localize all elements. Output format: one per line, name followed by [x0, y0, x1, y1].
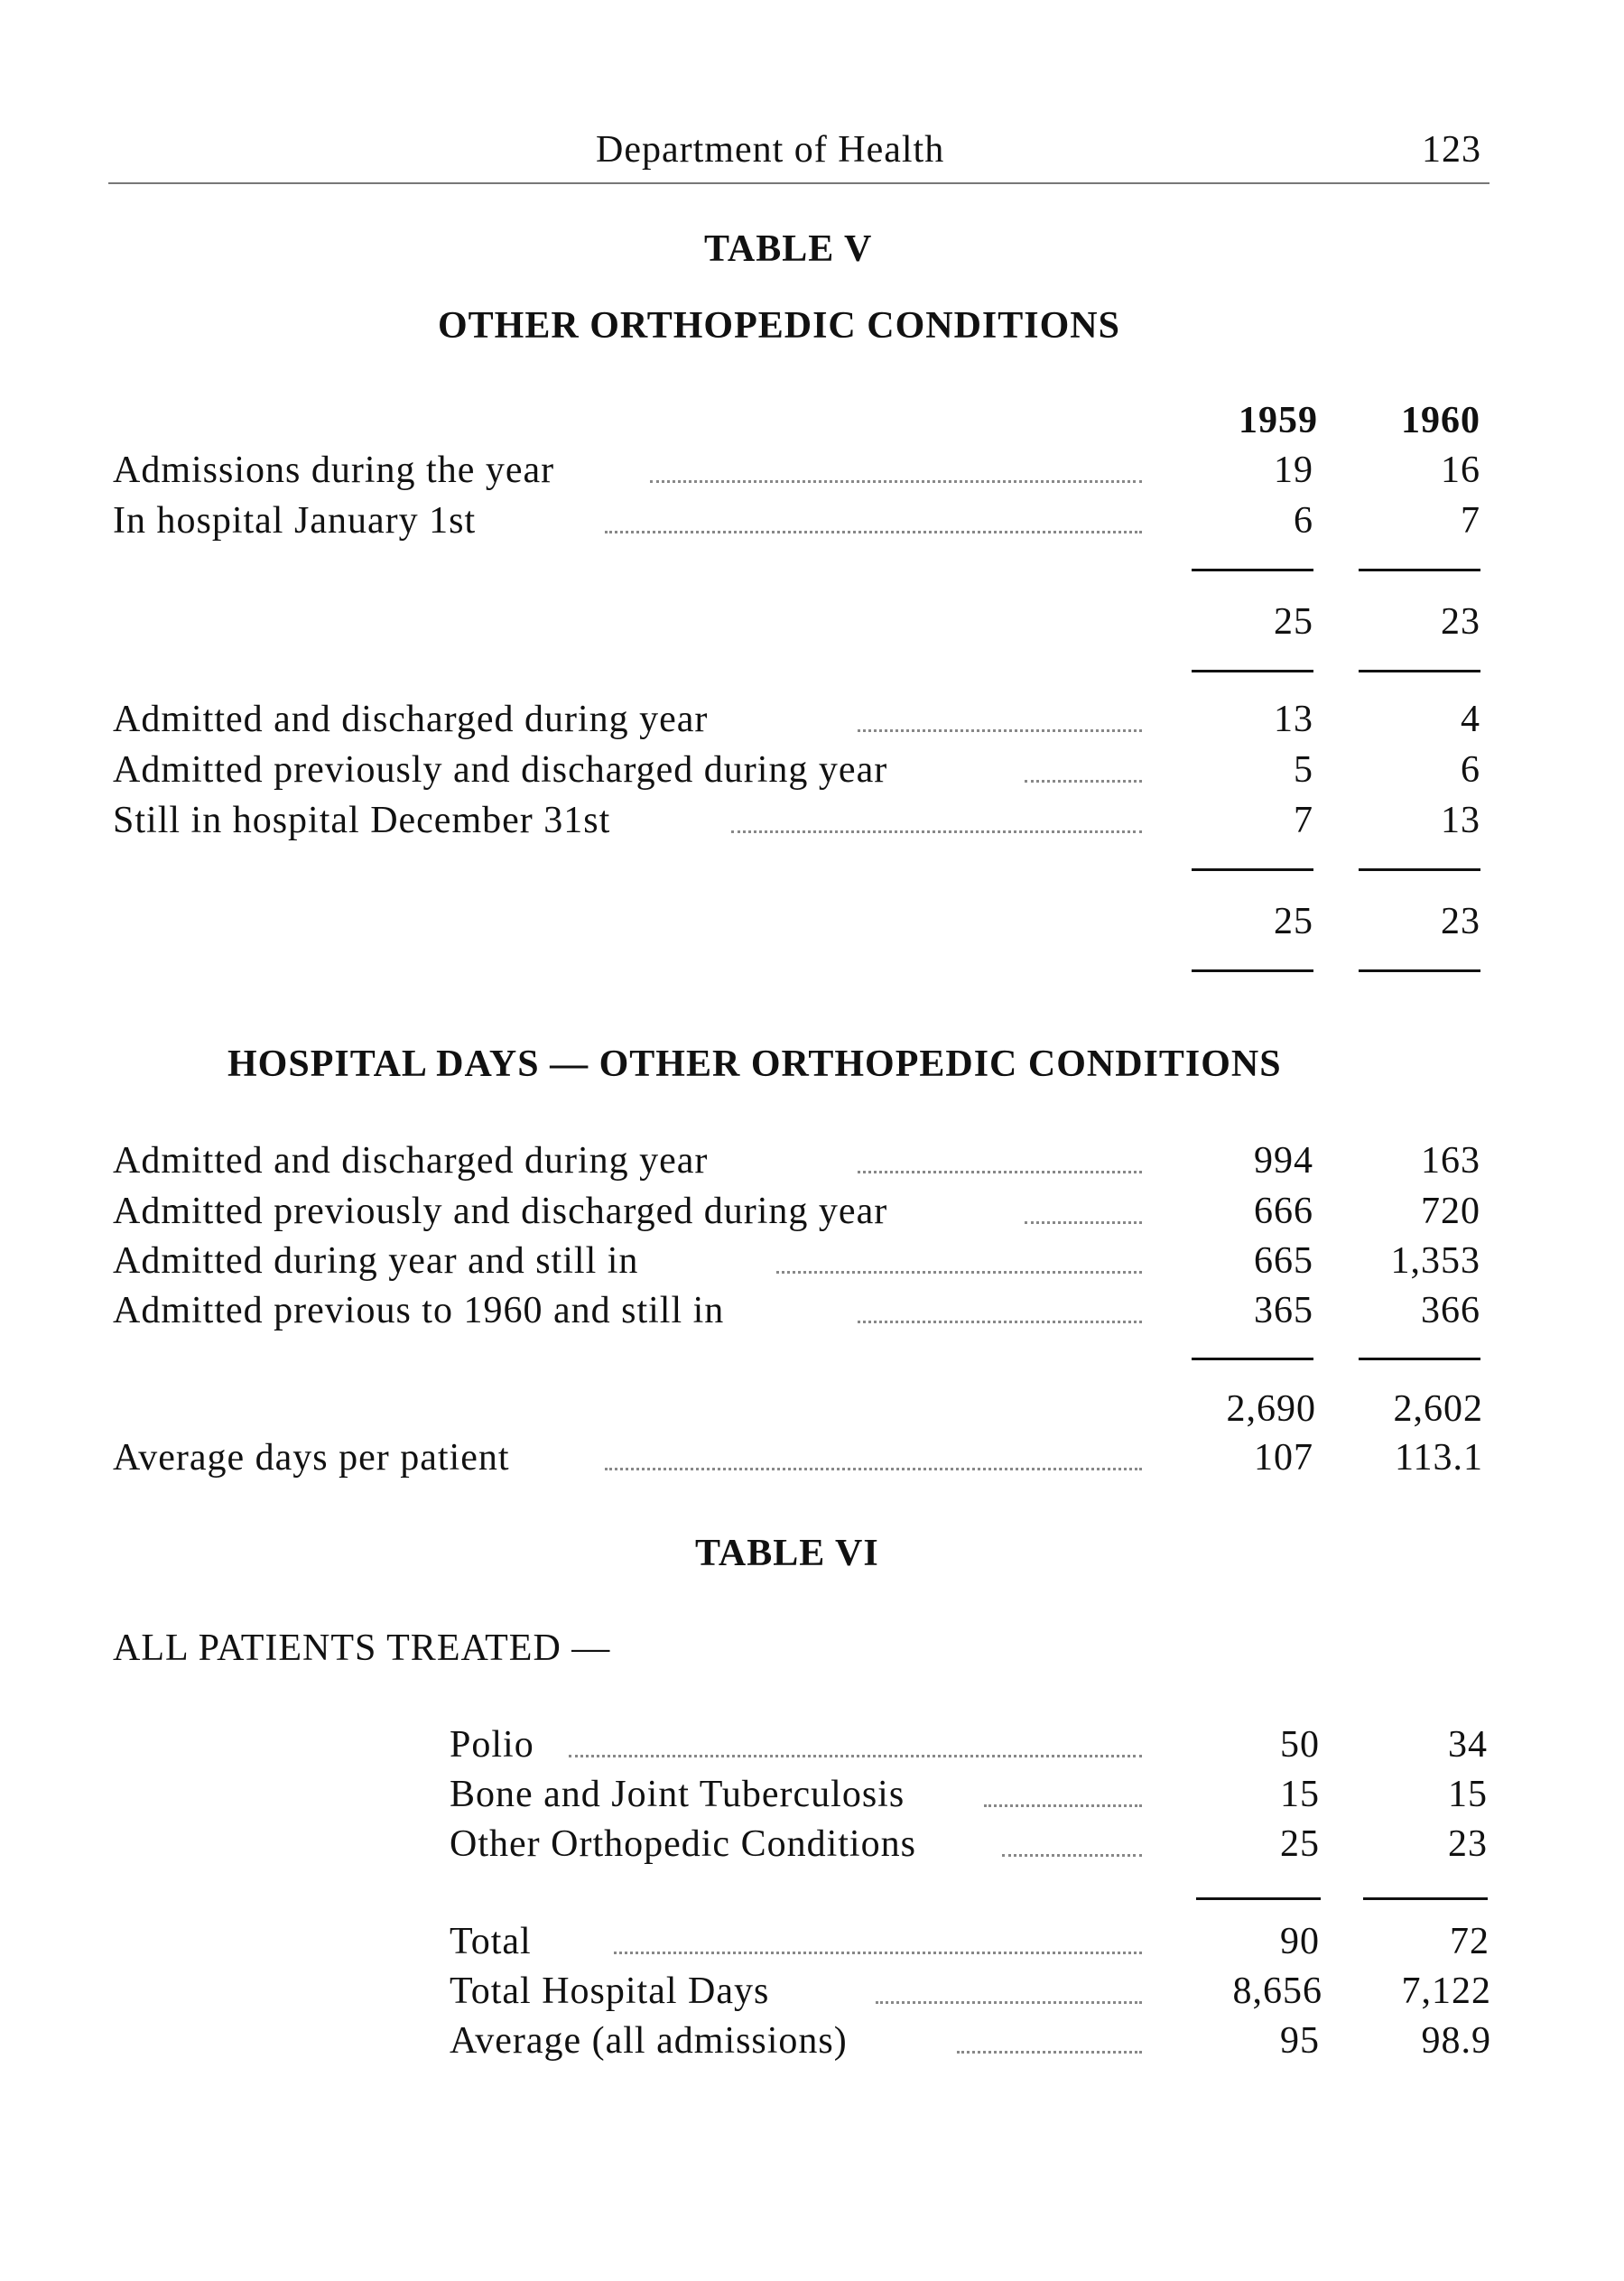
dot-leader — [858, 729, 1142, 732]
sum-rule — [1363, 1897, 1488, 1900]
row-label: Average (all admissions) — [450, 2020, 848, 2062]
header-rule — [108, 182, 1489, 184]
page-number: 123 — [1422, 129, 1481, 171]
sum-rule — [1192, 969, 1313, 972]
sum-rule — [1196, 1897, 1321, 1900]
dot-leader — [858, 1171, 1142, 1173]
row-label: Still in hospital December 31st — [113, 800, 611, 841]
row-label: Admitted and discharged during year — [113, 699, 709, 740]
sum-rule — [1359, 670, 1480, 672]
row-label: Admissions during the year — [113, 450, 555, 491]
row-label: In hospital January 1st — [113, 500, 477, 542]
row-label: Admitted previously and discharged during year — [113, 1191, 888, 1232]
value-1960: 6 — [1461, 749, 1480, 791]
value-1960: 72 — [1450, 1921, 1489, 1962]
average-1959: 107 — [1254, 1437, 1313, 1479]
value-1959: 25 — [1280, 1823, 1320, 1865]
value-1959: 5 — [1294, 749, 1313, 791]
sum-rule — [1192, 868, 1313, 871]
value-1959: 50 — [1280, 1724, 1320, 1766]
total-days-1959: 2,690 — [1226, 1388, 1316, 1430]
sum-rule — [1359, 969, 1480, 972]
subtotal-1960: 23 — [1441, 601, 1480, 643]
dot-leader — [984, 1804, 1142, 1807]
total-1959: 25 — [1274, 901, 1313, 942]
row-label: Bone and Joint Tuberculosis — [450, 1774, 905, 1815]
value-1960: 1,353 — [1390, 1240, 1480, 1282]
row-label: Total — [450, 1921, 532, 1962]
value-1959: 365 — [1254, 1290, 1313, 1331]
value-1959: 95 — [1280, 2020, 1320, 2062]
subtotal-1959: 25 — [1274, 601, 1313, 643]
table-vi-title: TABLE VI — [695, 1533, 879, 1574]
value-1959: 90 — [1280, 1921, 1320, 1962]
value-1960: 720 — [1421, 1191, 1480, 1232]
running-title: Department of Health — [596, 129, 945, 171]
dot-leader — [1025, 1221, 1142, 1224]
row-label: Admitted and discharged during year — [113, 1140, 709, 1182]
value-1959: 7 — [1294, 800, 1313, 841]
total-days-1960: 2,602 — [1393, 1388, 1483, 1430]
table-vi-heading: ALL PATIENTS TREATED — — [113, 1627, 611, 1669]
dot-leader — [858, 1321, 1142, 1323]
row-label: Total Hospital Days — [450, 1970, 770, 2012]
value-1959: 19 — [1274, 450, 1313, 491]
dot-leader — [731, 830, 1142, 833]
value-1960: 4 — [1461, 699, 1480, 740]
value-1960: 7,122 — [1401, 1970, 1491, 2012]
dot-leader — [957, 2051, 1142, 2054]
row-label: Other Orthopedic Conditions — [450, 1823, 916, 1865]
value-1959: 994 — [1254, 1140, 1313, 1182]
table-v-title: TABLE V — [704, 228, 873, 270]
value-1959: 15 — [1280, 1774, 1320, 1815]
value-1960: 13 — [1441, 800, 1480, 841]
value-1960: 23 — [1448, 1823, 1488, 1865]
value-1960: 163 — [1421, 1140, 1480, 1182]
row-label: Admitted previously and discharged during year — [113, 749, 888, 791]
value-1960: 34 — [1448, 1724, 1488, 1766]
dot-leader — [776, 1271, 1142, 1274]
year-header-1960: 1960 — [1401, 400, 1480, 441]
dot-leader — [1002, 1854, 1142, 1857]
value-1960: 16 — [1441, 450, 1480, 491]
year-header-1959: 1959 — [1239, 400, 1318, 441]
value-1960: 98.9 — [1421, 2020, 1491, 2062]
row-label: Polio — [450, 1724, 534, 1766]
sum-rule — [1359, 1358, 1480, 1360]
sum-rule — [1192, 670, 1313, 672]
dot-leader — [1025, 780, 1142, 783]
value-1959: 8,656 — [1232, 1970, 1322, 2012]
dot-leader — [650, 480, 1142, 483]
row-label: Admitted previous to 1960 and still in — [113, 1290, 725, 1331]
total-1960: 23 — [1441, 901, 1480, 942]
value-1959: 666 — [1254, 1191, 1313, 1232]
value-1960: 7 — [1461, 500, 1480, 542]
value-1959: 6 — [1294, 500, 1313, 542]
average-1960: 113.1 — [1395, 1437, 1483, 1479]
sum-rule — [1359, 868, 1480, 871]
table-v-subtitle: OTHER ORTHOPEDIC CONDITIONS — [438, 305, 1120, 347]
value-1959: 13 — [1274, 699, 1313, 740]
dot-leader — [614, 1952, 1142, 1954]
sum-rule — [1359, 569, 1480, 571]
dot-leader — [569, 1755, 1142, 1757]
dot-leader — [876, 2001, 1142, 2004]
sum-rule — [1192, 569, 1313, 571]
dot-leader — [605, 1468, 1142, 1470]
row-label: Admitted during year and still in — [113, 1240, 639, 1282]
value-1959: 665 — [1254, 1240, 1313, 1282]
sum-rule — [1192, 1358, 1313, 1360]
row-label: Average days per patient — [113, 1437, 510, 1479]
hospital-days-title: HOSPITAL DAYS — OTHER ORTHOPEDIC CONDITIONS — [227, 1043, 1282, 1085]
value-1960: 15 — [1448, 1774, 1488, 1815]
dot-leader — [605, 531, 1142, 533]
value-1960: 366 — [1421, 1290, 1480, 1331]
